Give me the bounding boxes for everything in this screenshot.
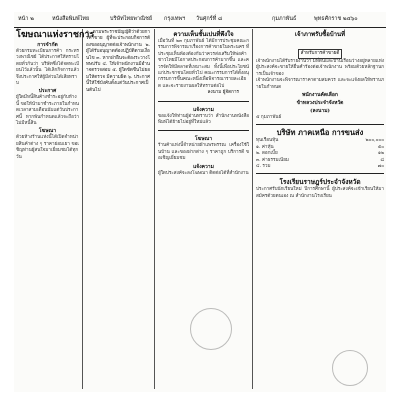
table-cell-label: ๑. ค่าหุ้น: [256, 144, 274, 150]
date-line: ๕ กุมภาพันธ์: [256, 115, 282, 121]
table-cell-value: ๘: [380, 157, 384, 163]
notice-heading: แจ้งความ: [193, 106, 214, 113]
column-official-notices: [16, 30, 95, 388]
page-number: หน้า ๒: [18, 16, 34, 22]
school-headline: โรงเรียนราษฎร์ประจำจังหวัด: [279, 178, 361, 187]
table-cell-value: ๕๐: [377, 144, 384, 150]
table-cell-value: ๗๐: [377, 164, 384, 170]
table-cell-label: ๔. รวม: [256, 164, 271, 170]
section-heading: โฆษณา: [38, 128, 57, 135]
section-heading: ข้าหลวงประจำจังหวัด: [296, 100, 344, 107]
section-rule: [256, 124, 384, 125]
article-headline: ความเห็นชั้นเปนที่พึงใจ: [173, 31, 234, 38]
article-text: ๑. ตามพระราชบัญญัติว่าด้วยการค้าขาย ผู้ที่จะประกอบกิจการต้องขออนุญาตต่อเจ้าพนักงาน ๒. ผู้ได้รับอนุญาตต้องปฏิบัติตามเงื่อนไข ๓. หากฝ่าฝืนจะต้องระวางโทษปรับ ๔. ให้เจ้าพนักงานมีอำนาจตรวจสอบ ๕. ผู้ใดขัดขืนไม่ยอมให้ตรวจ มีความผิด ๖. ประกาศนี้ให้ใช้บังคับตั้งแต่วันประกาศเป็นต้นไป: [86, 30, 150, 93]
article-text: ผู้ใดมีหนี้สินค้างชำระอยู่กับห้างนี้ ขอให้นำมาชำระภายในกำหนดเวลาสามเดือนนับแต่วันประกาศนี้ หากพ้นกำหนดแล้วจะถือว่าไม่มีหนี้สิน: [16, 95, 79, 127]
seal-stamp: [332, 350, 368, 386]
masthead-rule: [14, 27, 386, 28]
paper-title: หนังสือพิมพ์ไทย: [52, 16, 90, 22]
table-row: [256, 164, 384, 170]
table-cell-value: ๒๐๐,๐๐๐: [365, 138, 384, 144]
section-rule: [158, 130, 249, 131]
table-cell-label: ๓. ค่าธรรมเนียม: [256, 157, 289, 163]
section-heading: การจำกัด: [37, 42, 58, 48]
issue-month: กุมภาพันธ์: [272, 16, 297, 22]
advert-heading: โฆษณา: [194, 136, 213, 143]
masthead: [14, 12, 386, 26]
issue-day: วันศุกร์ที่ ๘: [196, 16, 223, 22]
article-text: ด้วยกรมทะเบียนการค้า กระทรวงพาณิชย์ ได้ประกาศให้ทราบโดยทั่วกันว่า บริษัทซึ่งได้จดทะเบียนไว้แล้วนั้น ได้เลิกกิจการแล้ว จึงประกาศให้ผู้มีส่วนได้เสียทราบ: [16, 49, 79, 87]
article-text: ด้วยห้างร้านแห่งนี้ได้เปิดจำหน่ายสินค้าต่าง ๆ ราคาย่อมเยา ขอเชิญท่านผู้สนใจมาเยี่ยมชมได้ทุกวัน: [16, 135, 79, 160]
notice-heading: แจ้งความ: [193, 163, 214, 170]
article-text: เจ้าพนักงานจะพิจารณาราคาตามสมควร และจะแจ้งผลให้ทราบภายในกำหนด: [256, 78, 384, 90]
notice-text: ผู้ใดประสงค์จะลงโฆษณา ติดต่อได้ที่สำนักงาน: [158, 170, 249, 176]
seal-stamp: [190, 308, 232, 350]
article-signature: ลงนาม ผู้จัดการ: [207, 90, 239, 96]
section-heading: ประกาศ: [38, 88, 57, 95]
article-text: เจ้าพนักงานได้รับรายงานว่า มีที่ดินและบ้านเรือนว่างอยู่หลายแห่ง ผู้ประสงค์จะขายให้ยื่นคำร้องต่อเจ้าพนักงาน พร้อมด้วยหลักฐานการเป็นเจ้าของ: [256, 59, 384, 77]
column-title: โฆษณาแห่งราชการ: [16, 30, 95, 40]
financial-table: [256, 138, 384, 170]
section-rule: [256, 173, 384, 174]
column-government-announcements: [256, 30, 384, 388]
section-heading: พนักงานคัดเลือก: [302, 92, 338, 99]
newspaper-page: [14, 12, 386, 392]
place: กรุงเทพฯ: [164, 16, 186, 22]
boxed-label: สำหรับการค้าขายดี: [298, 49, 343, 59]
table-cell-value: ๑๒: [378, 151, 384, 157]
article-text: เมื่อวันที่ ๒๓ กุมภาพันธ์ ได้มีการประชุมคณะกรรมการพิจารณาเรื่องการค้าขายในพระนคร ที่ประชุมเห็นพ้องต้องกันว่าควรส่งเสริมให้พ่อค้าชาวไทยมีโอกาสประกอบการค้ามากขึ้น และควรจัดให้มีตลาดที่เหมาะสม ทั้งนี้เพื่อประโยชน์แก่ประชาชนโดยทั่วไป คณะกรรมการได้ตั้งอนุกรรมการขึ้นคณะหนึ่งเพื่อพิจารณารายละเอียด และจะรายงานผลให้ทราบต่อไป: [158, 39, 249, 89]
column-divider: [252, 29, 253, 389]
column-divider: [82, 29, 83, 389]
issue-year: พุทธศักราช ๒๔๖๐: [314, 16, 358, 22]
publisher: บริษัทไทยพาณิชย์: [110, 16, 153, 22]
section-heading: (ลงนาม): [310, 108, 330, 115]
advert-text: ร้านค้าแห่งนี้จำหน่ายผ้าแพรพรรณ เครื่องใช้ในบ้าน และของฝากต่าง ๆ ราคาถูก บริการดี ขอเชิญเยี่ยมชม: [158, 143, 249, 162]
notice-text: ขอแจ้งให้ท่านผู้อ่านทราบว่า สำนักงานหนังสือพิมพ์ได้ย้ายไปอยู่ที่ใหม่แล้ว: [158, 113, 249, 126]
table-cell-label: ๒. ดอกเบี้ย: [256, 151, 278, 157]
article-text: ประกาศรับนักเรียนใหม่ ปีการศึกษานี้ ผู้ประสงค์จะเข้าเรียนให้มาสมัครด้วยตนเอง ณ สำนักงานโรงเรียน: [256, 187, 384, 199]
table-cell-label: ทุนเรือนหุ้น: [256, 138, 279, 144]
section-rule: [158, 101, 249, 102]
column-regulations: [86, 30, 150, 388]
article-headline: เจ้าภาพรับซื้อบ้านที่: [294, 31, 346, 38]
company-headline: บริษัท ภาคเหนือ การขนส่ง: [276, 128, 364, 138]
column-divider: [154, 29, 155, 389]
